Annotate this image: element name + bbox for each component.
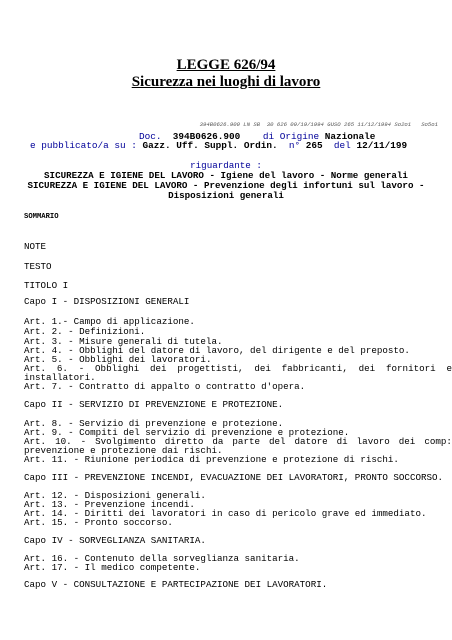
toc-art-17[interactable]: Art. 17. - Il medico competente.	[24, 562, 201, 573]
toc-art-10[interactable]: Art. 10. - Svolgimento diretto da parte del datore di lavoro dei comp:	[24, 437, 452, 447]
regarding-line-1: SICUREZZA E IGIENE DEL LAVORO - Igiene del lavoro - Norme generali	[44, 170, 408, 181]
toc-art-8[interactable]: Art. 8. - Servizio di prevenzione e protezione.	[24, 418, 284, 429]
pub-label: e pubblicato/a su :	[30, 140, 137, 151]
number-value: 265	[305, 140, 323, 151]
sommario-heading: SOMMARIO	[24, 213, 59, 221]
toc-art-15[interactable]: Art. 15. - Pronto soccorso.	[24, 517, 173, 528]
toc-capo-4[interactable]: Capo IV - SORVEGLIANZA SANITARIA.	[24, 535, 206, 546]
toc-art-7[interactable]: Art. 7. - Contratto di appalto o contratto d'opera.	[24, 381, 306, 392]
doc-label: Doc.	[139, 131, 162, 142]
regarding-line-3: Disposizioni generali	[168, 190, 284, 201]
toc-art-5[interactable]: Art. 5. - Obblighi dei lavoratori.	[24, 354, 212, 365]
toc-capo-5[interactable]: Capo V - CONSULTAZIONE E PARTECIPAZIONE DEI LAVORATORI.	[24, 579, 328, 590]
toc-art-4[interactable]: Art. 4. - Obblighi del datore di lavoro, del dirigente e del preposto.	[24, 345, 410, 356]
law-title: LEGGE 626/94	[176, 57, 276, 73]
pub-value: Gazz. Uff. Suppl. Ordin.	[142, 140, 278, 151]
number-label: n°	[288, 140, 301, 151]
regarding-line-2: SICUREZZA E IGIENE DEL LAVORO - Prevenzione degli infortuni sul lavoro -	[27, 180, 425, 191]
toc-art-16[interactable]: Art. 16. - Contenuto della sorveglianza sanitaria.	[24, 553, 300, 564]
toc-art-2[interactable]: Art. 2. - Definizioni.	[24, 326, 146, 337]
toc-testo[interactable]: TESTO	[24, 261, 52, 272]
toc-art-10-cont[interactable]: prevenzione e protezione dai rischi.	[24, 445, 223, 456]
toc-titolo[interactable]: TITOLO I	[24, 280, 69, 291]
toc-art-9[interactable]: Art. 9. - Compiti del servizio di prevenzione e protezione.	[24, 427, 350, 438]
toc-art-6[interactable]: Art. 6. - Obblighi dei progettisti, dei fabbricanti, dei fornitori e	[24, 363, 452, 374]
reference-code: 394B0626.900 LN SB 30 626 09/19/1994 GUSO 265 11/12/1994 So2o1 So5o1	[199, 121, 438, 128]
toc-art-6-cont[interactable]: installatori.	[24, 372, 96, 383]
toc-art-3[interactable]: Art. 3. - Misure generali di tutela.	[24, 336, 223, 347]
toc-art-1[interactable]: Art. 1.- Campo di applicazione.	[24, 316, 195, 327]
law-subtitle: Sicurezza nei luoghi di lavoro	[131, 74, 321, 90]
date-value: 12/11/199	[356, 140, 408, 151]
toc-capo-2[interactable]: Capo II - SERVIZIO DI PREVENZIONE E PROTEZIONE.	[24, 399, 284, 410]
title-block	[0, 57, 452, 91]
date-label: del	[333, 140, 351, 151]
doc-value: 394B0626.900	[172, 131, 241, 142]
regarding-label: riguardante :	[190, 160, 262, 171]
origin-label: di Origine	[262, 131, 320, 142]
toc-art-12[interactable]: Art. 12. - Disposizioni generali.	[24, 490, 206, 501]
toc-art-14[interactable]: Art. 14. - Diritti dei lavoratori in caso di pericolo grave ed immediato.	[24, 508, 427, 519]
toc-note[interactable]: NOTE	[24, 241, 47, 252]
toc-capo-1[interactable]: Capo I - DISPOSIZIONI GENERALI	[24, 296, 190, 307]
toc-capo-3[interactable]: Capo III - PREVENZIONE INCENDI, EVACUAZIONE DEI LAVORATORI, PRONTO SOCCORSO.	[24, 473, 444, 483]
publication-line	[30, 140, 452, 151]
toc-art-11[interactable]: Art. 11. - Riunione periodica di prevenzione e protezione di rischi.	[24, 454, 399, 465]
toc-art-13[interactable]: Art. 13. - Prevenzione incendi.	[24, 499, 195, 510]
origin-value: Nazionale	[324, 131, 376, 142]
